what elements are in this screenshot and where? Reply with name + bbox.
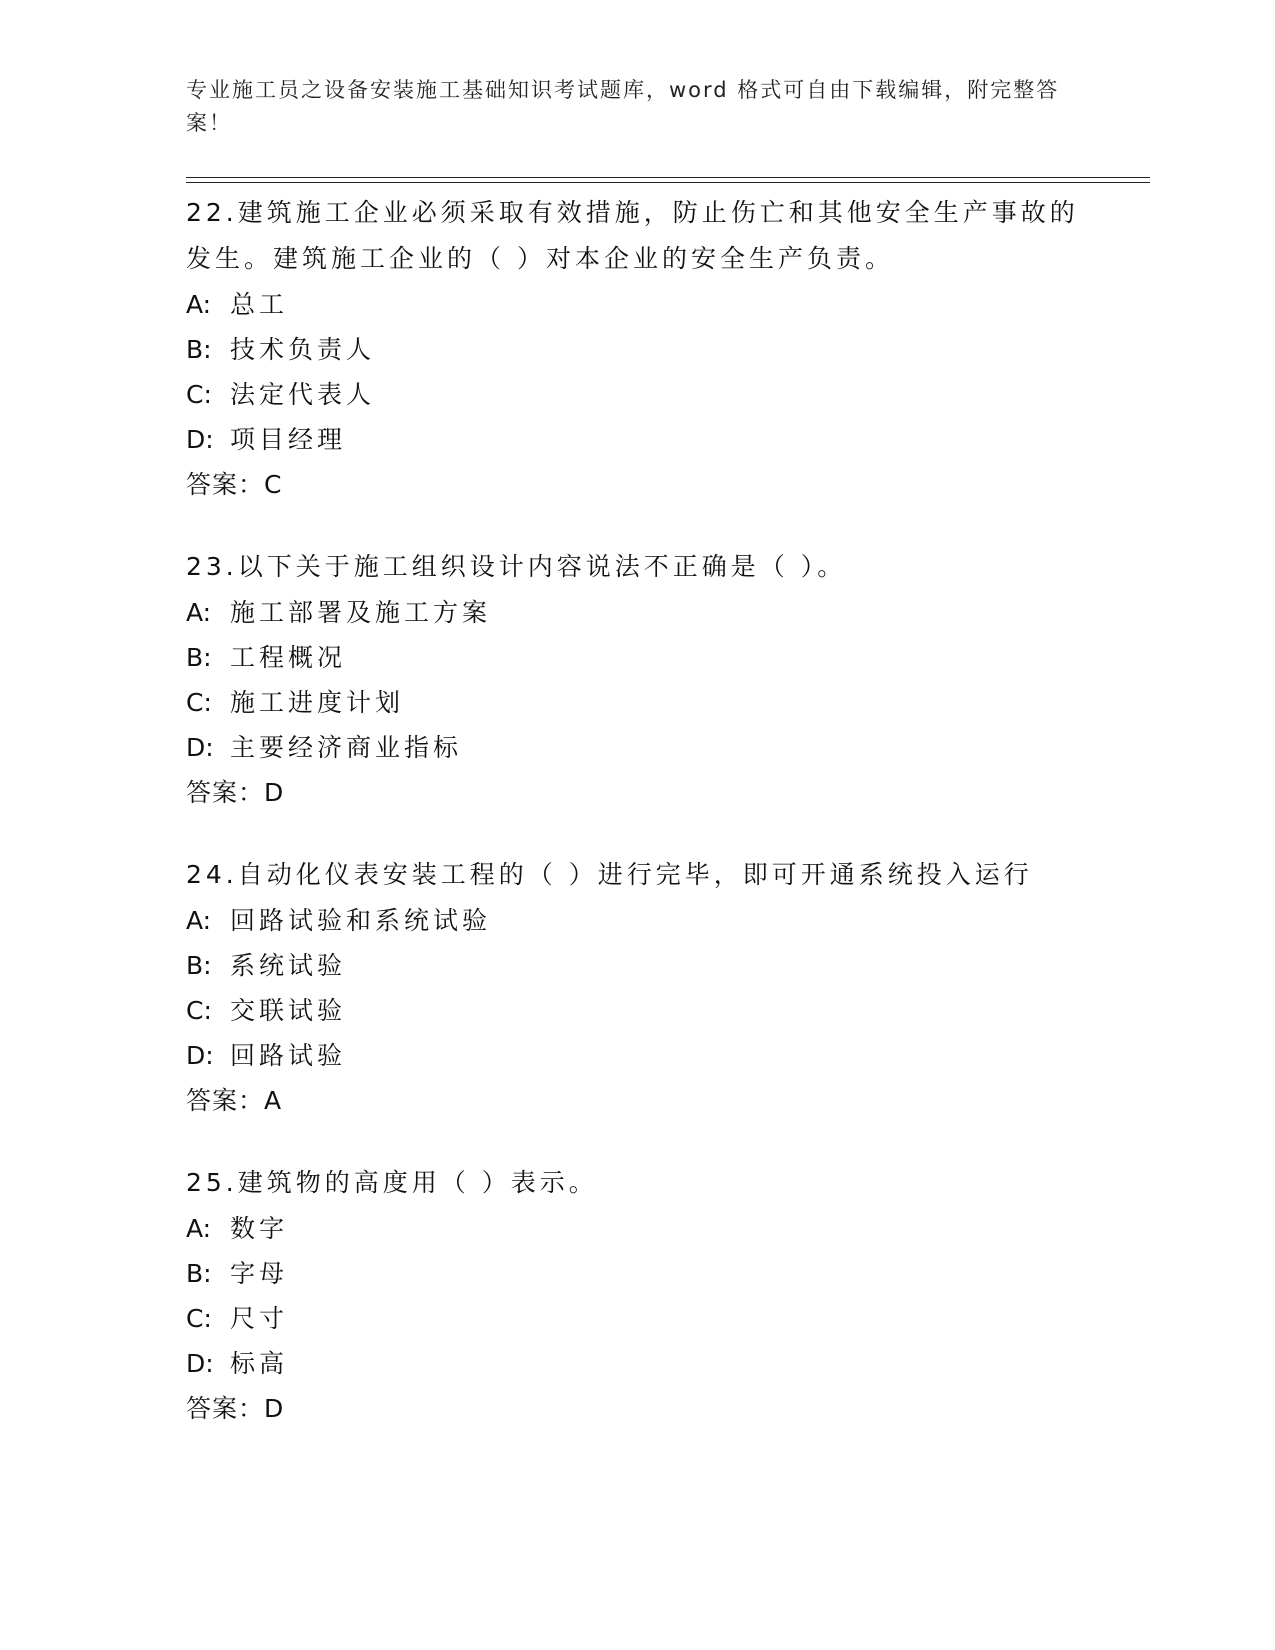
option-text: 字母 <box>230 1259 289 1288</box>
option-text: 回路试验和系统试验 <box>230 906 492 935</box>
question-23 <box>186 544 1086 816</box>
option-letter: B: <box>186 1259 212 1288</box>
question-25 <box>186 1160 1086 1432</box>
header-divider-top <box>186 177 1150 178</box>
option-a <box>186 590 1086 635</box>
option-b <box>186 635 1086 680</box>
option-text: 尺寸 <box>230 1304 289 1333</box>
option-letter: D: <box>186 1349 214 1378</box>
option-text: 主要经济商业指标 <box>230 733 463 762</box>
option-letter: D: <box>186 1041 214 1070</box>
answer-line: 答案：A <box>186 1086 283 1115</box>
header-divider-bottom <box>186 182 1150 183</box>
option-b <box>186 1251 1086 1296</box>
option-letter: C: <box>186 688 212 717</box>
option-letter: A: <box>186 1214 212 1243</box>
question-stem: 24.自动化仪表安装工程的（ ）进行完毕，即可开通系统投入运行 <box>186 860 1033 889</box>
option-c <box>186 372 1086 417</box>
answer-line: 答案：D <box>186 1394 285 1423</box>
option-a <box>186 898 1086 943</box>
option-text: 回路试验 <box>230 1041 347 1070</box>
option-a <box>186 1206 1086 1251</box>
option-a <box>186 282 1086 327</box>
option-letter: A: <box>186 598 212 627</box>
option-letter: B: <box>186 335 212 364</box>
question-stem: 23.以下关于施工组织设计内容说法不正确是（ ）。 <box>186 552 847 581</box>
answer-line: 答案：D <box>186 778 285 807</box>
option-b <box>186 327 1086 372</box>
option-letter: B: <box>186 643 212 672</box>
question-stem: 22.建筑施工企业必须采取有效措施，防止伤亡和其他安全生产事故的发生。建筑施工企业的（ ）对本企业的安全生产负责。 <box>186 198 1079 273</box>
option-text: 数字 <box>230 1214 289 1243</box>
option-letter: C: <box>186 380 212 409</box>
option-text: 总工 <box>230 290 289 319</box>
option-text: 项目经理 <box>230 425 347 454</box>
option-text: 系统试验 <box>230 951 347 980</box>
option-b <box>186 943 1086 988</box>
option-text: 施工部署及施工方案 <box>230 598 492 627</box>
option-letter: C: <box>186 996 212 1025</box>
option-letter: D: <box>186 425 214 454</box>
option-d <box>186 417 1086 462</box>
document-header: 专业施工员之设备安装施工基础知识考试题库，word 格式可自由下载编辑，附完整答案！ <box>186 78 1060 135</box>
option-c <box>186 680 1086 725</box>
option-text: 施工进度计划 <box>230 688 405 717</box>
option-letter: A: <box>186 906 212 935</box>
option-c <box>186 1296 1086 1341</box>
option-letter: A: <box>186 290 212 319</box>
option-letter: B: <box>186 951 212 980</box>
option-d <box>186 725 1086 770</box>
option-text: 交联试验 <box>230 996 347 1025</box>
question-stem: 25.建筑物的高度用（ ）表示。 <box>186 1168 598 1197</box>
option-text: 工程概况 <box>230 643 347 672</box>
option-letter: D: <box>186 733 214 762</box>
option-d <box>186 1033 1086 1078</box>
question-22 <box>186 190 1086 508</box>
question-list <box>186 190 1086 1468</box>
answer-line: 答案：C <box>186 470 283 499</box>
option-c <box>186 988 1086 1033</box>
question-24 <box>186 852 1086 1124</box>
option-text: 技术负责人 <box>230 335 376 364</box>
option-letter: C: <box>186 1304 212 1333</box>
option-d <box>186 1341 1086 1386</box>
option-text: 标高 <box>230 1349 289 1378</box>
option-text: 法定代表人 <box>230 380 376 409</box>
